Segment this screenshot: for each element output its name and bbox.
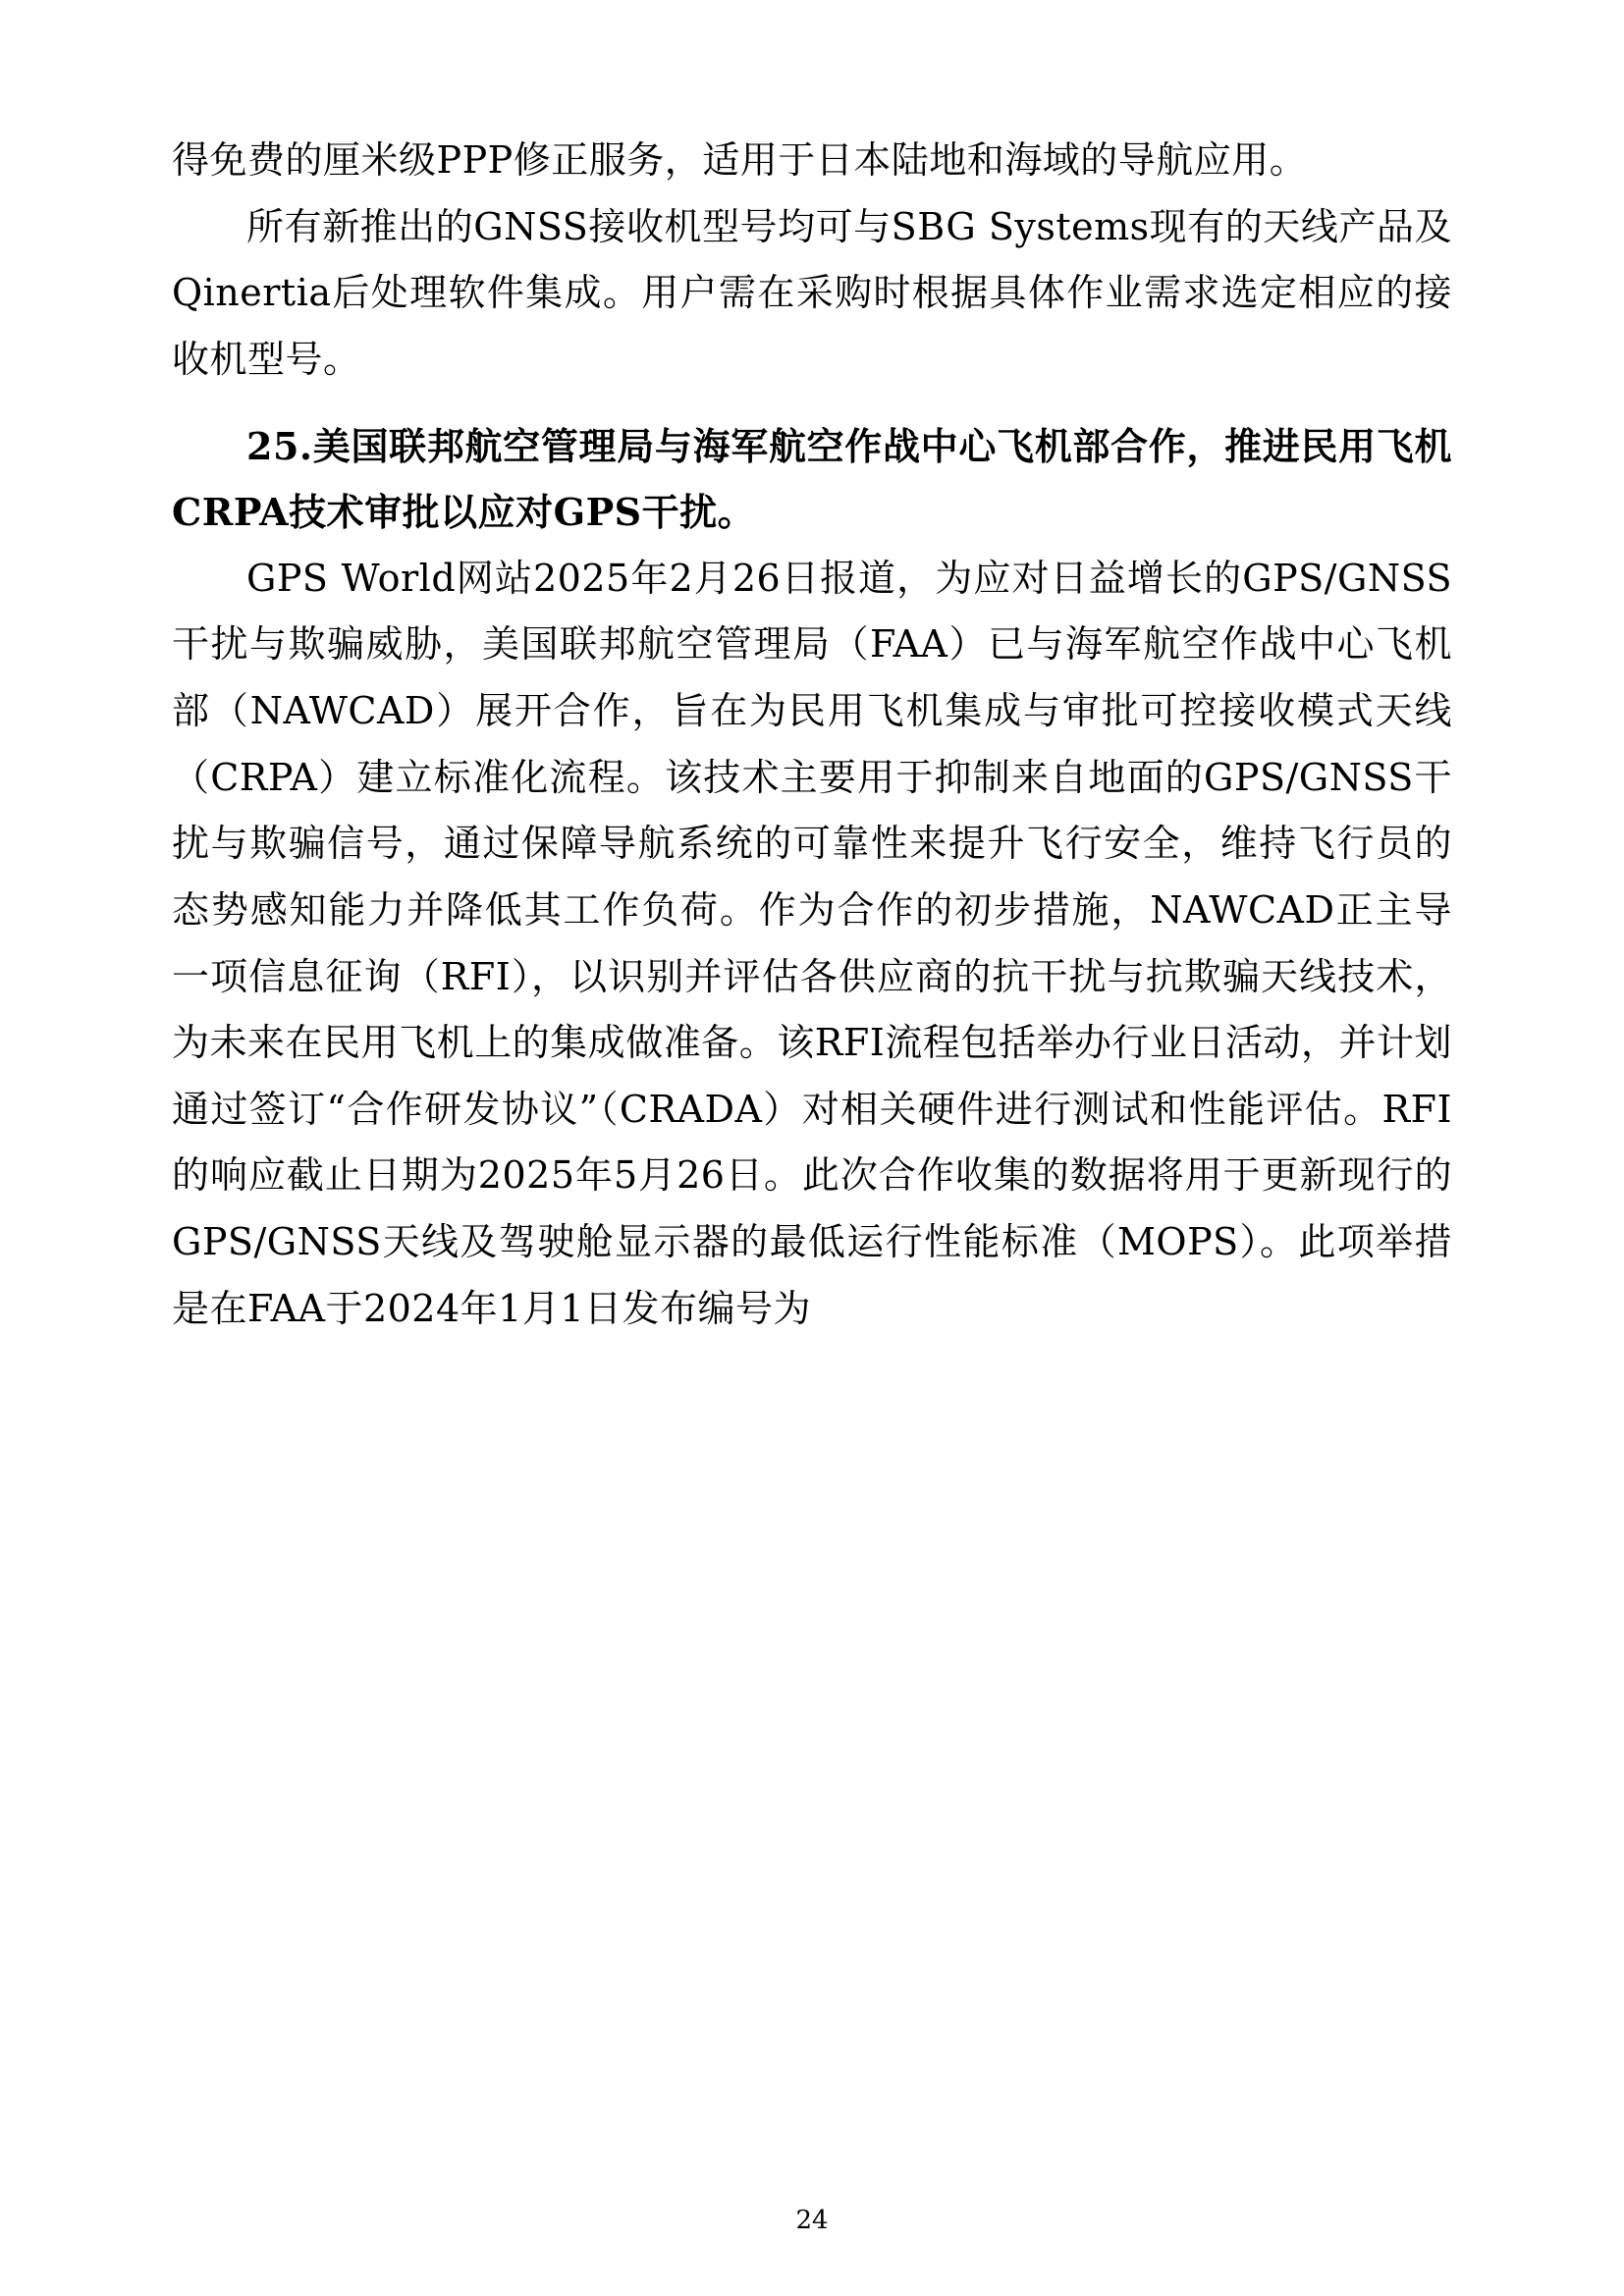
section-heading-25: 25.美国联邦航空管理局与海军航空作战中心飞机部合作，推进民用飞机CRPA技术审批以应对GPS干扰。 (172, 423, 1452, 535)
section-spacer (172, 394, 1452, 400)
page-number: 24 (795, 2206, 829, 2235)
page-body (172, 128, 1452, 1342)
paragraph-faa-nawcad: GPS World网站2025年2月26日报道，为应对日益增长的GPS/GNSS干扰与欺骗威胁，美国联邦航空管理局（FAA）已与海军航空作战中心飞机部（NAWCAD）展开合作，旨在为民用飞机集成与审批可控接收模式天线（CRPA）建立标准化流程。该技术主要用于抑制来自地面的GPS/GNSS干扰与欺骗信号，通过保障导航系统的可靠性来提升飞行安全，维持飞行员的态势感知能力并降低其工作负荷。作为合作的初步措施，NAWCAD正主导一项信息征询（RFI），以识别并评估各供应商的抗干扰与抗欺骗天线技术，为未来在民用飞机上的集成做准备。该RFI流程包括举办行业日活动，并计划通过签订“合作研发协议”（CRADA）对相关硬件进行测试和性能评估。RFI的响应截止日期为2025年5月26日。此次合作收集的数据将用于更新现行的GPS/GNSS天线及驾驶舱显示器的最低运行性能标准（MOPS）。此项举措是在FAA于2024年1月1日发布编号为 (172, 556, 1452, 1330)
paragraph-gnss-receivers: 所有新推出的GNSS接收机型号均可与SBG Systems现有的天线产品及Qinertia后处理软件集成。用户需在采购时根据具体作业需求选定相应的接收机型号。 (172, 204, 1452, 381)
paragraph-ppp-service: 得免费的厘米级PPP修正服务，适用于日本陆地和海域的导航应用。 (172, 138, 1308, 182)
